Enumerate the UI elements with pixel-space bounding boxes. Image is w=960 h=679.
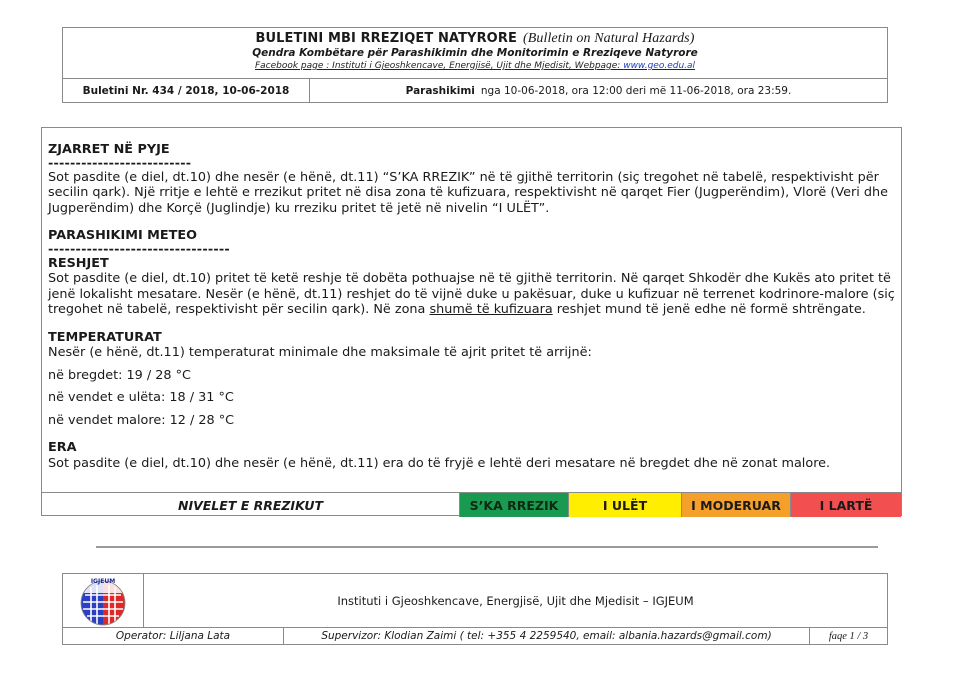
institute-name: Instituti i Gjeoshkencave, Energjisë, Ujit dhe Mjedisit – IGJEUM <box>337 593 694 608</box>
temperatures-heading: TEMPERATURAT <box>48 329 162 345</box>
temperature-lowlands: në vendet e ulëta: 18 / 31 °C <box>48 390 234 405</box>
risk-level-low: I ULËT <box>568 493 681 517</box>
temperature-coast: në bregdet: 19 / 28 °C <box>48 367 191 383</box>
bulletin-body <box>41 127 902 516</box>
logo-text: IGJEUM <box>90 577 116 585</box>
bulletin-header <box>62 27 888 103</box>
precipitation-underlined: shumë të kufizuara <box>429 302 553 317</box>
bulletin-content <box>48 142 900 471</box>
facebook-text: Facebook page : Instituti i Gjeoshkencave, Energjisë, Ujit dhe Mjedisit, Webpage: <box>254 61 624 71</box>
risk-level-none: S’KA RREZIK <box>459 493 568 517</box>
bulletin-title-english: (Bulletin on Natural Hazards) <box>522 31 695 46</box>
separator-line <box>96 546 878 548</box>
temperature-mountains: në vendet malore: 12 / 28 °C <box>48 412 235 428</box>
igjeum-logo-icon <box>75 575 131 627</box>
wind-heading: ERA <box>48 440 77 455</box>
meteo-divider: --------------------------------- <box>48 241 230 257</box>
risk-level-moderate: I MODERUAR <box>681 493 790 517</box>
operator-name: Operator: Liljana Lata <box>63 628 284 644</box>
webpage-link[interactable]: www.geo.edu.al <box>623 61 696 71</box>
bulletin-title: BULETINI MBI RREZIQET NATYRORE <box>255 31 517 46</box>
facebook-line <box>63 60 887 72</box>
center-name: Qendra Kombëtare për Parashikimin dhe Monitorimin e Rreziqeve Natyrore <box>252 47 698 59</box>
fires-text: Sot pasdite (e diel, dt.10) dhe nesër (e hënë, dt.11) “S’KA RREZIK” në të gjithë territorin (siç tregohet në tabelë, respektivisht për secilin qark). Një rritje e lehtë e rrezikut pritet në disa zona të kufizuara, respektivisht në qarqet Fier (Jugperëndim), Vlorë (Veri dhe Jugperëndim) dhe Korçë (Juglindje) ku rreziku pritet të jetë në nivelin “I ULËT”. <box>48 169 888 216</box>
risk-levels-legend <box>42 492 901 517</box>
page-number: faqe 1 / 3 <box>828 630 869 642</box>
logo-cell <box>63 574 144 627</box>
meteo-heading: PARASHIKIMI METEO <box>48 228 198 243</box>
precipitation-text <box>48 271 900 318</box>
precipitation-text-end: reshjet mund të jenë edhe në formë shtrëngate. <box>552 302 866 317</box>
forecast-period: nga 10-06-2018, ora 12:00 deri më 11-06-2018, ora 23:59. <box>480 84 792 97</box>
header-title-block <box>63 28 887 79</box>
risk-level-high: I LARTË <box>790 493 901 517</box>
wind-text: Sot pasdite (e diel, dt.10) dhe nesër (e hënë, dt.11) era do të fryjë e lehtë deri mesatare në bregdet dhe në zonat malore. <box>48 455 831 471</box>
temperatures-intro: Nesër (e hënë, dt.11) temperaturat minimale dhe maksimale të ajrit pritet të arrijnë: <box>48 345 592 360</box>
risk-levels-label: NIVELET E RREZIKUT <box>177 497 324 513</box>
precipitation-heading: RESHJET <box>48 255 109 271</box>
fires-divider: -------------------------- <box>48 155 192 171</box>
bulletin-footer <box>62 573 888 645</box>
supervisor-contact: Supervizor: Klodian Zaimi ( tel: +355 4 2259540, email: albania.hazards@gmail.com) <box>284 628 810 644</box>
header-info-row <box>63 79 887 102</box>
fires-heading: ZJARRET NË PYJE <box>48 142 170 157</box>
bulletin-number: Buletini Nr. 434 / 2018, 10-06-2018 <box>63 79 310 102</box>
precipitation-text-start: Sot pasdite (e diel, dt.10) pritet të ketë reshje të dobëta pothuajse në të gjithë territorin. Në qarqet Shkodër dhe Kukës ato pritet të jenë lokalisht mesatare. Nesër (e hënë, dt.11) reshjet do të vijnë duke u pakësuar, duke u kufizuar në terrenet kodrinore-malore (siç tregohet në tabelë, respektivisht për secilin qark). Në zona <box>48 271 895 317</box>
forecast-label: Parashikimi <box>405 84 475 97</box>
forecast-period-cell <box>310 79 887 102</box>
